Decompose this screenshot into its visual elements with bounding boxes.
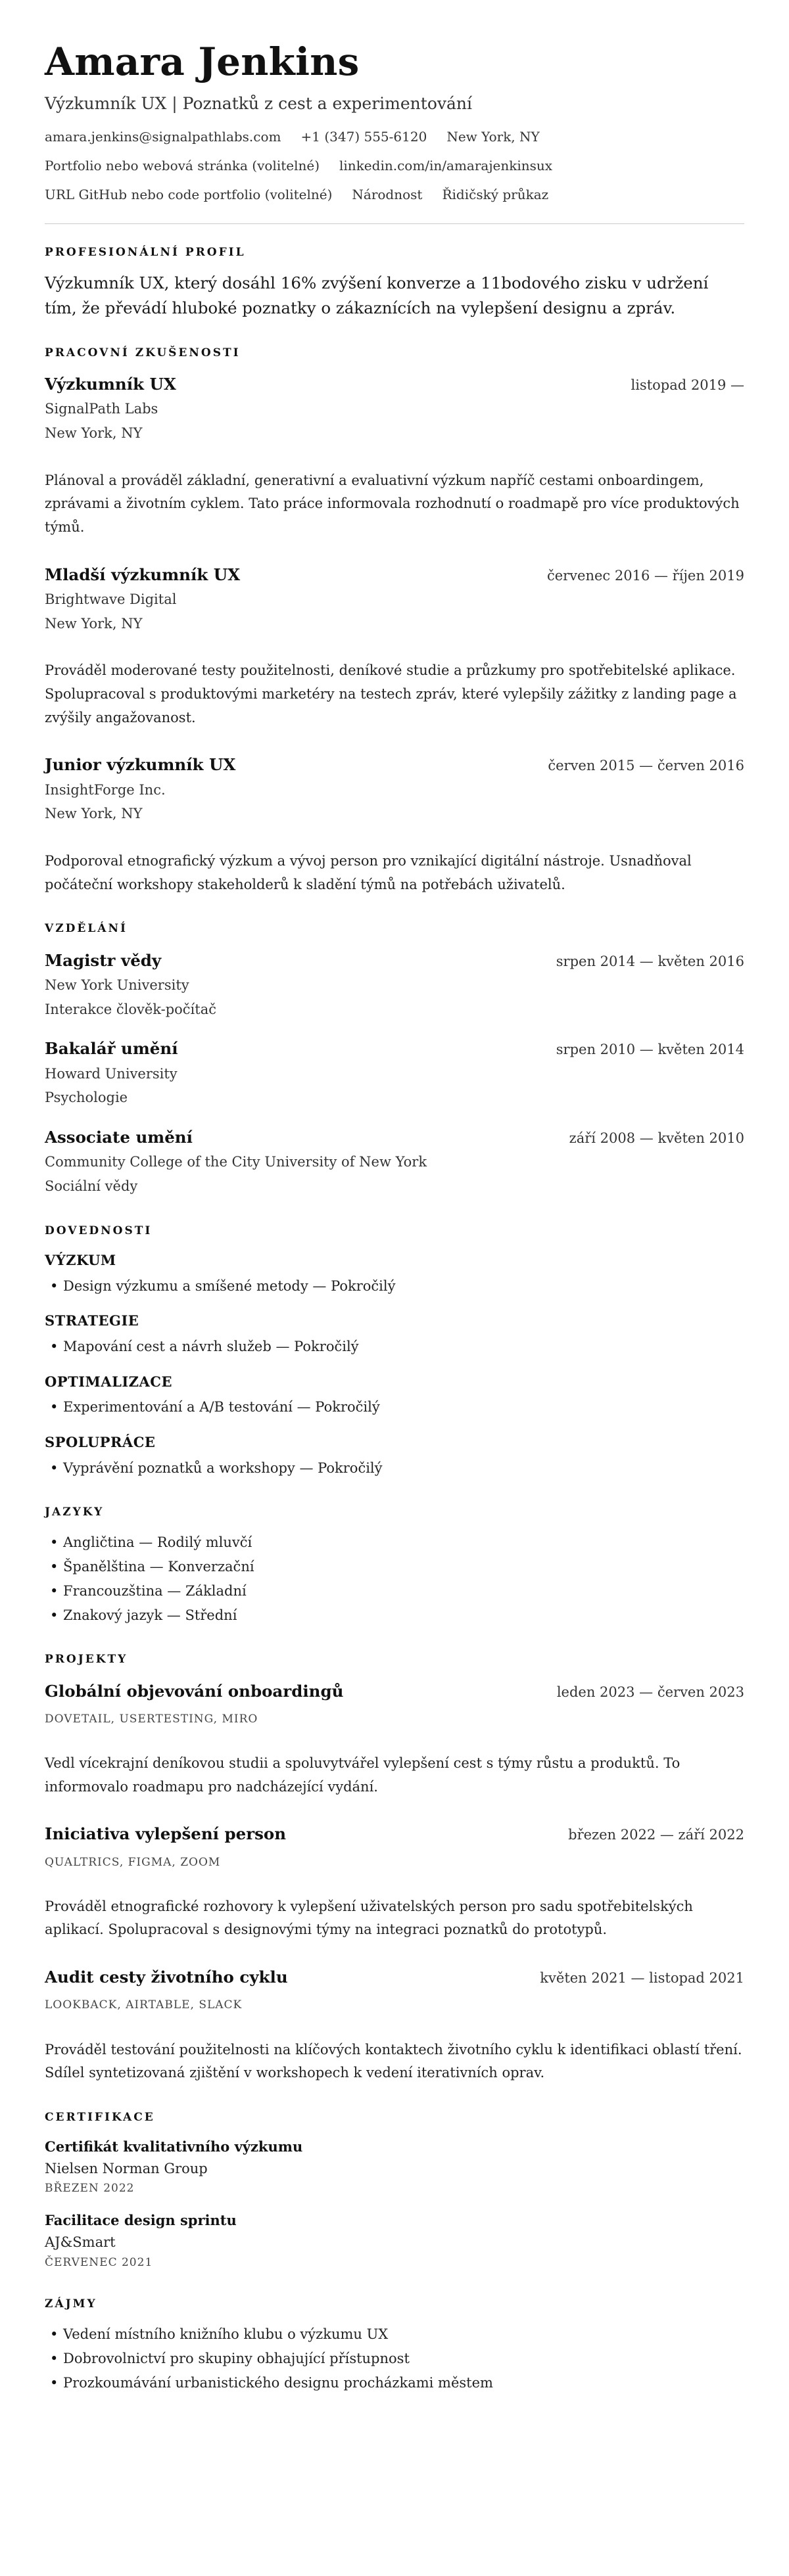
language-item: • Francouzština — Základní xyxy=(45,1579,744,1603)
job-description: Plánoval a prováděl základní, generativní a evaluativní výzkum napříč cestami onboardingem, zprávami a životním cyklem. Tato práce informovala rozhodnutí o roadmapě pro více produktových týmů. xyxy=(45,472,740,535)
experience-entry xyxy=(45,562,744,730)
job-dates: červen 2015 — červen 2016 xyxy=(548,758,744,774)
project-dates: březen 2022 — září 2022 xyxy=(568,1827,744,1843)
section-title: CERTIFIKACE xyxy=(45,2110,155,2124)
certification-date: ČERVENEC 2021 xyxy=(45,2255,153,2269)
job-dates: listopad 2019 — xyxy=(631,377,744,393)
header-divider xyxy=(45,223,744,224)
school-name: Community College of the City University of New York xyxy=(45,1154,427,1170)
resume-header xyxy=(45,39,744,205)
skill-group xyxy=(45,1431,744,1480)
project-entry xyxy=(45,1821,744,1942)
profile-section xyxy=(45,244,744,321)
section-title: JAZYKY xyxy=(45,1506,105,1519)
contact-row xyxy=(45,184,744,205)
company-name: SignalPath Labs xyxy=(45,401,158,417)
project-description: Vedl vícekrajní deníkovou studii a spoluvytvářel vylepšení cest s týmy růstu a produktů. To informovalo roadmapu pro nadcházející vydání. xyxy=(45,1755,681,1795)
skill-item: • Experimentování a A/B testování — Pokročilý xyxy=(45,1395,744,1419)
skill-item: • Vyprávění poznatků a workshopy — Pokročilý xyxy=(45,1456,744,1481)
project-entry xyxy=(45,1678,744,1799)
degree-title: Magistr vědy xyxy=(45,950,162,970)
skill-item: • Design výzkumu a smíšené metody — Pokročilý xyxy=(45,1274,744,1299)
projects-section xyxy=(45,1651,744,2084)
skill-group xyxy=(45,1371,744,1419)
experience-entry xyxy=(45,752,744,896)
contact-linkedin[interactable]: linkedin.com/in/amarajenkinsux xyxy=(339,157,553,173)
project-name: Audit cesty životního cyklu xyxy=(45,1967,288,1987)
contact-row xyxy=(45,126,744,147)
skills-section xyxy=(45,1222,744,1481)
section-title: PROFESIONÁLNÍ PROFIL xyxy=(45,245,246,259)
job-dates: červenec 2016 — říjen 2019 xyxy=(546,567,744,584)
skill-item: • Mapování cest a návrh služeb — Pokročilý xyxy=(45,1335,744,1359)
project-tools: LOOKBACK, AIRTABLE, SLACK xyxy=(45,1998,243,2012)
job-title: Mladší výzkumník UX xyxy=(45,564,241,584)
certification-name: Certifikát kvalitativního výzkumu xyxy=(45,2138,303,2155)
job-title: Výzkumník UX xyxy=(45,374,176,394)
project-dates: leden 2023 — červen 2023 xyxy=(556,1684,744,1700)
project-tools: DOVETAIL, USERTESTING, MIRO xyxy=(45,1712,258,1726)
section-title: PROJEKTY xyxy=(45,1653,128,1667)
contact-portfolio[interactable]: Portfolio nebo webová stránka (volitelné) xyxy=(45,157,320,173)
section-title: DOVEDNOSTI xyxy=(45,1224,153,1237)
job-title: Junior výzkumník UX xyxy=(45,755,236,775)
certification-issuer: AJ&Smart xyxy=(45,2234,116,2251)
field-of-study: Interakce člověk-počítač xyxy=(45,1001,216,1017)
education-entry xyxy=(45,948,744,1022)
profile-summary: Výzkumník UX, který dosáhl 16% zvýšení konverze a 11bodového zisku v udržení tím, že převádí hluboké poznatky o zákaznících na vylepšení designu a zpráv. xyxy=(45,273,709,317)
skill-category: OPTIMALIZACE xyxy=(45,1373,173,1390)
certifications-section xyxy=(45,2109,744,2272)
interests-section xyxy=(45,2295,744,2395)
job-description: Podporoval etnografický výzkum a vývoj person pro vznikající digitální nástroje. Usnadňoval počáteční workshopy stakeholderů k sladění týmů na potřebách uživatelů. xyxy=(45,853,692,892)
job-location: New York, NY xyxy=(45,615,143,632)
contact-nationality: Národnost xyxy=(352,186,423,202)
education-entry xyxy=(45,1036,744,1110)
section-title: ZÁJMY xyxy=(45,2297,97,2311)
company-name: Brightwave Digital xyxy=(45,591,177,607)
experience-entry xyxy=(45,371,744,540)
interest-item: • Prozkoumávání urbanistického designu procházkami městem xyxy=(45,2371,744,2395)
project-description: Prováděl etnografické rozhovory k vylepšení uživatelských person pro sadu spotřebitelských aplikací. Spolupracoval s designovými týmy na integraci poznatků do prototypů. xyxy=(45,1898,693,1938)
contact-location: New York, NY xyxy=(446,128,540,145)
certification-issuer: Nielsen Norman Group xyxy=(45,2160,208,2176)
interest-item: • Dobrovolnictví pro skupiny obhajující přístupnost xyxy=(45,2347,744,2371)
language-item: • Španělština — Konverzační xyxy=(45,1555,744,1579)
language-item: • Znakový jazyk — Střední xyxy=(45,1603,744,1628)
education-section xyxy=(45,920,744,1198)
project-dates: květen 2021 — listopad 2021 xyxy=(540,1970,744,1987)
project-name: Iniciativa vylepšení person xyxy=(45,1824,287,1844)
project-entry xyxy=(45,1964,744,2085)
certification-entry xyxy=(45,2209,744,2271)
school-name: Howard University xyxy=(45,1065,178,1082)
company-name: InsightForge Inc. xyxy=(45,781,166,798)
project-tools: QUALTRICS, FIGMA, ZOOM xyxy=(45,1855,221,1869)
contact-driving-license: Řidičský průkaz xyxy=(442,186,549,202)
contact-email[interactable]: amara.jenkins@signalpathlabs.com xyxy=(45,128,281,145)
school-name: New York University xyxy=(45,977,189,993)
education-dates: srpen 2010 — květen 2014 xyxy=(556,1042,744,1058)
contact-row xyxy=(45,155,744,176)
language-item: • Angličtina — Rodilý mluvčí xyxy=(45,1530,744,1555)
job-location: New York, NY xyxy=(45,425,143,441)
skill-group xyxy=(45,1249,744,1298)
project-description: Prováděl testování použitelnosti na klíčových kontaktech životního cyklu k identifikaci oblastí tření. Sdílel syntetizovaná zjištění v workshopech k vedení iterativních oprav. xyxy=(45,2041,742,2081)
education-dates: září 2008 — květen 2010 xyxy=(569,1130,744,1147)
certification-entry xyxy=(45,2136,744,2197)
education-dates: srpen 2014 — květen 2016 xyxy=(556,953,744,969)
field-of-study: Psychologie xyxy=(45,1090,128,1106)
interest-item: • Vedení místního knižního klubu o výzkumu UX xyxy=(45,2322,744,2347)
field-of-study: Sociální vědy xyxy=(45,1178,138,1194)
education-entry xyxy=(45,1124,744,1199)
languages-section xyxy=(45,1504,744,1627)
certification-date: BŘEZEN 2022 xyxy=(45,2182,135,2196)
section-title: VZDĚLÁNÍ xyxy=(45,922,128,936)
project-name: Globální objevování onboardingů xyxy=(45,1681,344,1701)
section-title: PRACOVNÍ ZKUŠENOSTI xyxy=(45,346,241,359)
degree-title: Associate umění xyxy=(45,1128,193,1147)
contact-phone[interactable]: +1 (347) 555-6120 xyxy=(300,128,427,145)
job-description: Prováděl moderované testy použitelnosti, deníkové studie a průzkumy pro spotřebitelské aplikace. Spolupracoval s produktovými marketéry na testech zpráv, které vylepšily zážitky z landing page a zvýšily angažovanost. xyxy=(45,662,737,725)
job-location: New York, NY xyxy=(45,806,143,822)
contact-github[interactable]: URL GitHub nebo code portfolio (volitelné) xyxy=(45,186,333,202)
skill-category: STRATEGIE xyxy=(45,1312,139,1329)
candidate-tagline: Výzkumník UX | Poznatků z cest a experimentování xyxy=(45,93,472,113)
experience-section xyxy=(45,344,744,897)
degree-title: Bakalář umění xyxy=(45,1039,178,1059)
candidate-name: Amara Jenkins xyxy=(45,39,360,84)
skill-group xyxy=(45,1310,744,1358)
skill-category: VÝZKUM xyxy=(45,1251,116,1268)
skill-category: SPOLUPRÁCE xyxy=(45,1433,156,1450)
certification-name: Facilitace design sprintu xyxy=(45,2212,237,2229)
